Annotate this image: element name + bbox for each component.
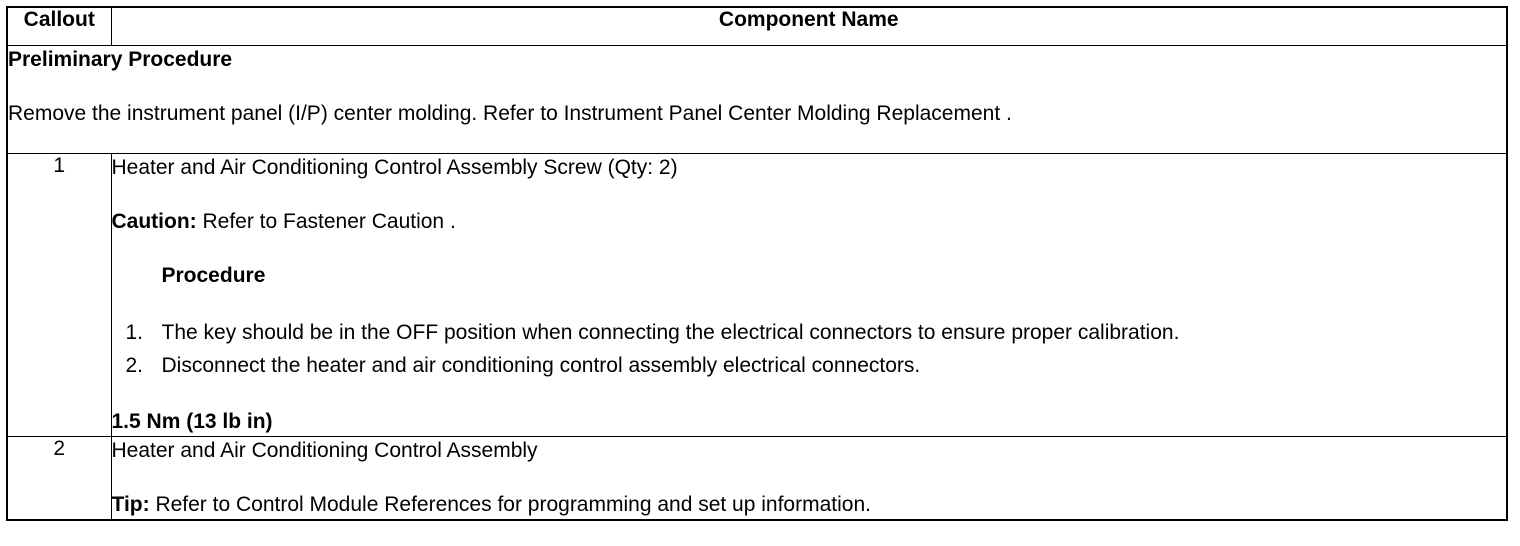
torque-spec xyxy=(112,408,1507,436)
caution-label: Caution: xyxy=(111,210,197,233)
component-cell xyxy=(111,154,1507,437)
procedure-steps xyxy=(112,316,1507,382)
torque-value: 1.5 Nm (13 lb in) xyxy=(111,410,273,433)
header-row xyxy=(7,7,1507,46)
tip-note xyxy=(112,491,1507,519)
step-text: The key should be in the OFF position when connecting the electrical connectors to ensure proper calibration. xyxy=(161,321,1180,344)
table-row xyxy=(7,154,1507,437)
preliminary-title: Preliminary Procedure xyxy=(8,48,233,71)
caution-text: Refer to Fastener Caution . xyxy=(196,210,456,233)
preliminary-row xyxy=(7,46,1507,154)
component-name: Heater and Air Conditioning Control Assembly Screw (Qty: 2) xyxy=(111,156,678,179)
caution-note xyxy=(112,208,1507,236)
step-number: 2. xyxy=(125,354,144,377)
list-item xyxy=(112,349,1507,382)
step-text: Disconnect the heater and air conditioning control assembly electrical connectors. xyxy=(161,354,921,377)
tip-label: Tip: xyxy=(111,493,150,516)
preliminary-cell xyxy=(7,46,1507,154)
step-number: 1. xyxy=(125,321,144,344)
callout-number: 2 xyxy=(7,437,111,521)
procedure-table xyxy=(6,6,1508,521)
preliminary-text: Remove the instrument panel (I/P) center molding. Refer to Instrument Panel Center Molding Replacement . xyxy=(8,102,1012,125)
procedure-title: Procedure xyxy=(161,264,266,287)
callout-number: 1 xyxy=(7,154,111,437)
component-name: Heater and Air Conditioning Control Assembly xyxy=(111,439,538,462)
tip-text: Refer to Control Module References for programming and set up information. xyxy=(149,493,871,516)
list-item xyxy=(112,316,1507,349)
component-name-header: Component Name xyxy=(111,7,1507,46)
callout-header: Callout xyxy=(7,7,111,46)
component-cell xyxy=(111,437,1507,521)
table-row xyxy=(7,437,1507,521)
